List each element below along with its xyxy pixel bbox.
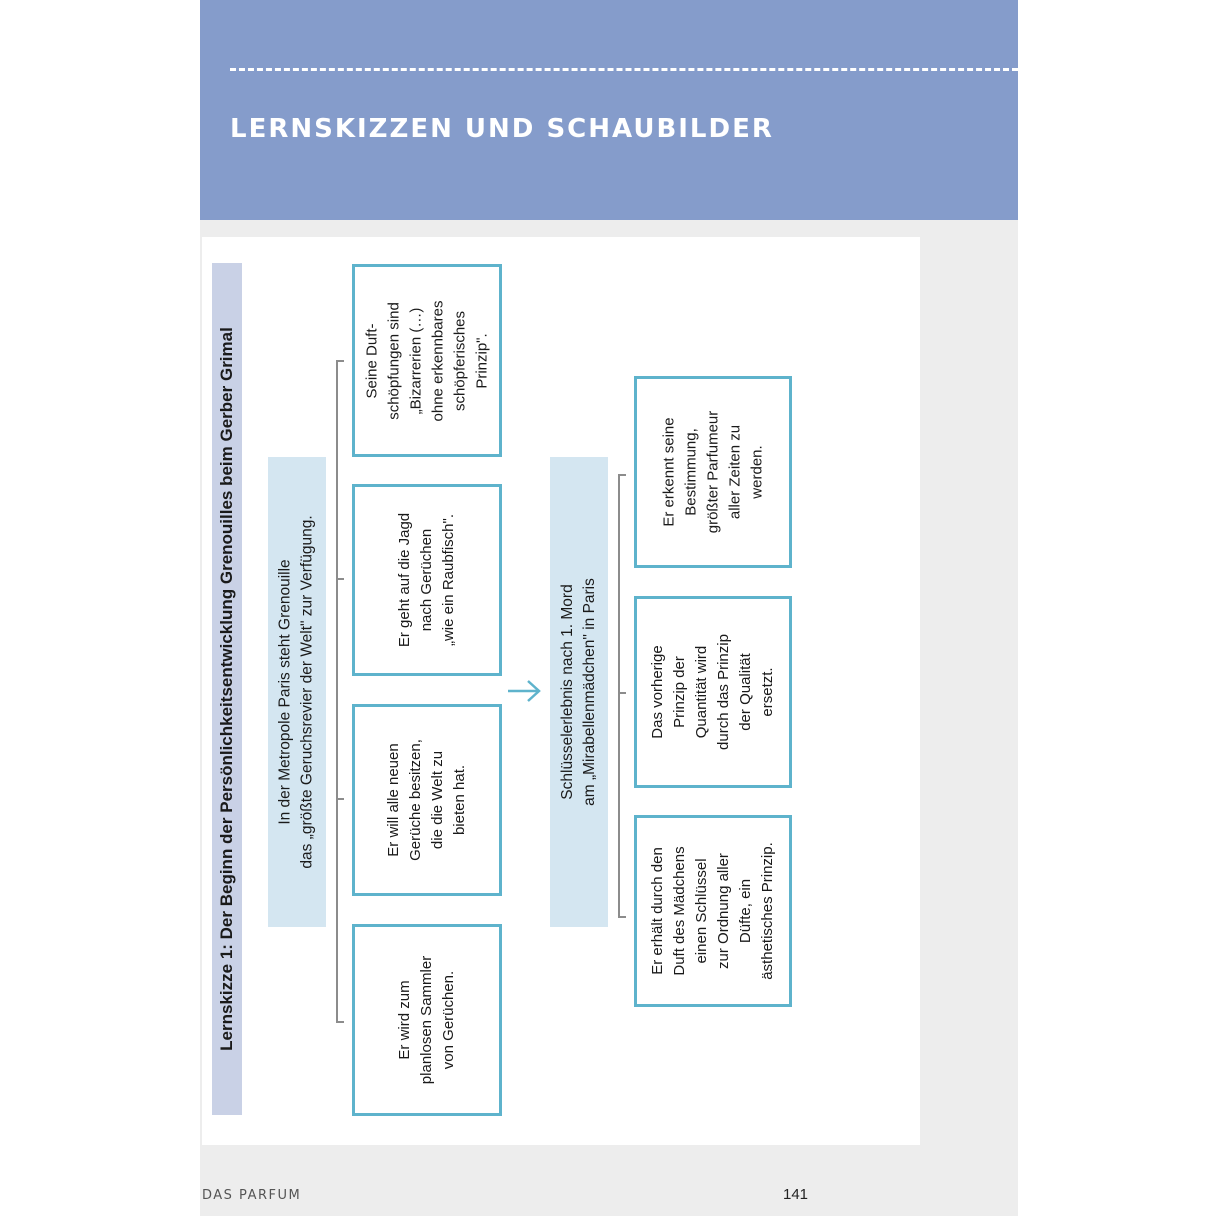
result-line: Er erhält durch den [648,847,666,975]
result-line: Düfte, ein [736,878,754,944]
sketch-title-wrap [212,263,242,1115]
header-banner [200,0,1018,220]
key-experience-line1: Schlüsselerlebnis nach 1. Mord [559,584,577,800]
result-line: durch das Prinzip [715,634,732,750]
result-box-key-text [634,815,792,1007]
branch-line: schöpferisches [451,310,468,411]
branch-box-collector-text [352,924,502,1116]
result-line: werden. [747,445,765,499]
result-line: der Qualität [737,653,754,731]
result-line: Das vorherige [649,645,666,739]
branch-line: Gerüche besitzen, [407,739,424,861]
right-arrow-icon [506,678,542,704]
center-statement-line1: In der Metropole Paris steht Grenouille [277,559,295,825]
branch-line: Er geht auf die Jagd [395,512,413,648]
left-bracket-tick [336,360,344,362]
result-line: größter Parfumeur [703,410,721,534]
sketch-title: Lernskizze 1: Der Beginn der Persönlichkeitsentwicklung Grenouilles beim Gerber Grimal [217,327,237,1051]
branch-line: planlosen Sammler [418,955,435,1085]
branch-line: nach Gerüchen [417,528,435,632]
branch-line: Er wird zum [396,980,413,1060]
right-bracket-tick [618,916,626,918]
banner-dashed-rule [230,68,1018,71]
result-line: Quantität wird [693,645,710,739]
branch-line: die die Welt zu [429,750,446,850]
key-experience-wrap [550,457,608,927]
result-line: Duft des Mädchens [670,846,688,976]
result-line: Bestimmung, [681,428,699,516]
branch-box-creations-text [352,264,502,457]
branch-line: bieten hat. [451,764,468,836]
page-number: 141 [783,1186,809,1203]
branch-line: ohne erkennbares [429,300,446,421]
result-box-destiny-text [634,376,792,568]
center-statement-line2: das „größte Geruchsrevier der Welt" zur Verfügung. [299,515,317,869]
center-statement-wrap [268,457,326,927]
branch-line: Seine Duft- [363,322,380,399]
section-title: LERNSKIZZEN UND SCHAUBILDER [230,114,774,144]
key-experience-line2: am „Mirabellenmädchen" in Paris [581,578,599,806]
branch-line: „Bizarrerien (…) [407,307,424,414]
footer-book-title: DAS PARFUM [202,1188,302,1203]
left-bracket-tick [336,1021,344,1023]
result-line: aller Zeiten zu [725,424,743,520]
result-box-quality-text [634,596,792,788]
result-line: Er erkennt seine [659,417,677,527]
result-line: ästhetisches Prinzip. [758,842,776,980]
left-bracket-tick [336,798,344,800]
branch-box-hunt-text [352,484,502,676]
branch-box-possess-text [352,704,502,896]
branch-line: „wie ein Raubfisch". [439,513,457,647]
branch-line: Prinzip". [473,332,490,389]
branch-line: Er will alle neuen [385,743,402,857]
branch-line: von Gerüchen. [440,970,457,1070]
right-bracket-spine [618,474,620,918]
result-line: einen Schlüssel [692,858,710,964]
result-line: Prinzip der [671,656,688,728]
left-bracket-tick [336,578,344,580]
right-bracket-tick [618,692,626,694]
left-bracket-spine [336,360,338,1023]
result-line: ersetzt. [759,667,776,717]
result-line: zur Ordnung aller [714,853,732,969]
branch-line: schöpfungen sind [385,301,402,420]
right-bracket-tick [618,474,626,476]
